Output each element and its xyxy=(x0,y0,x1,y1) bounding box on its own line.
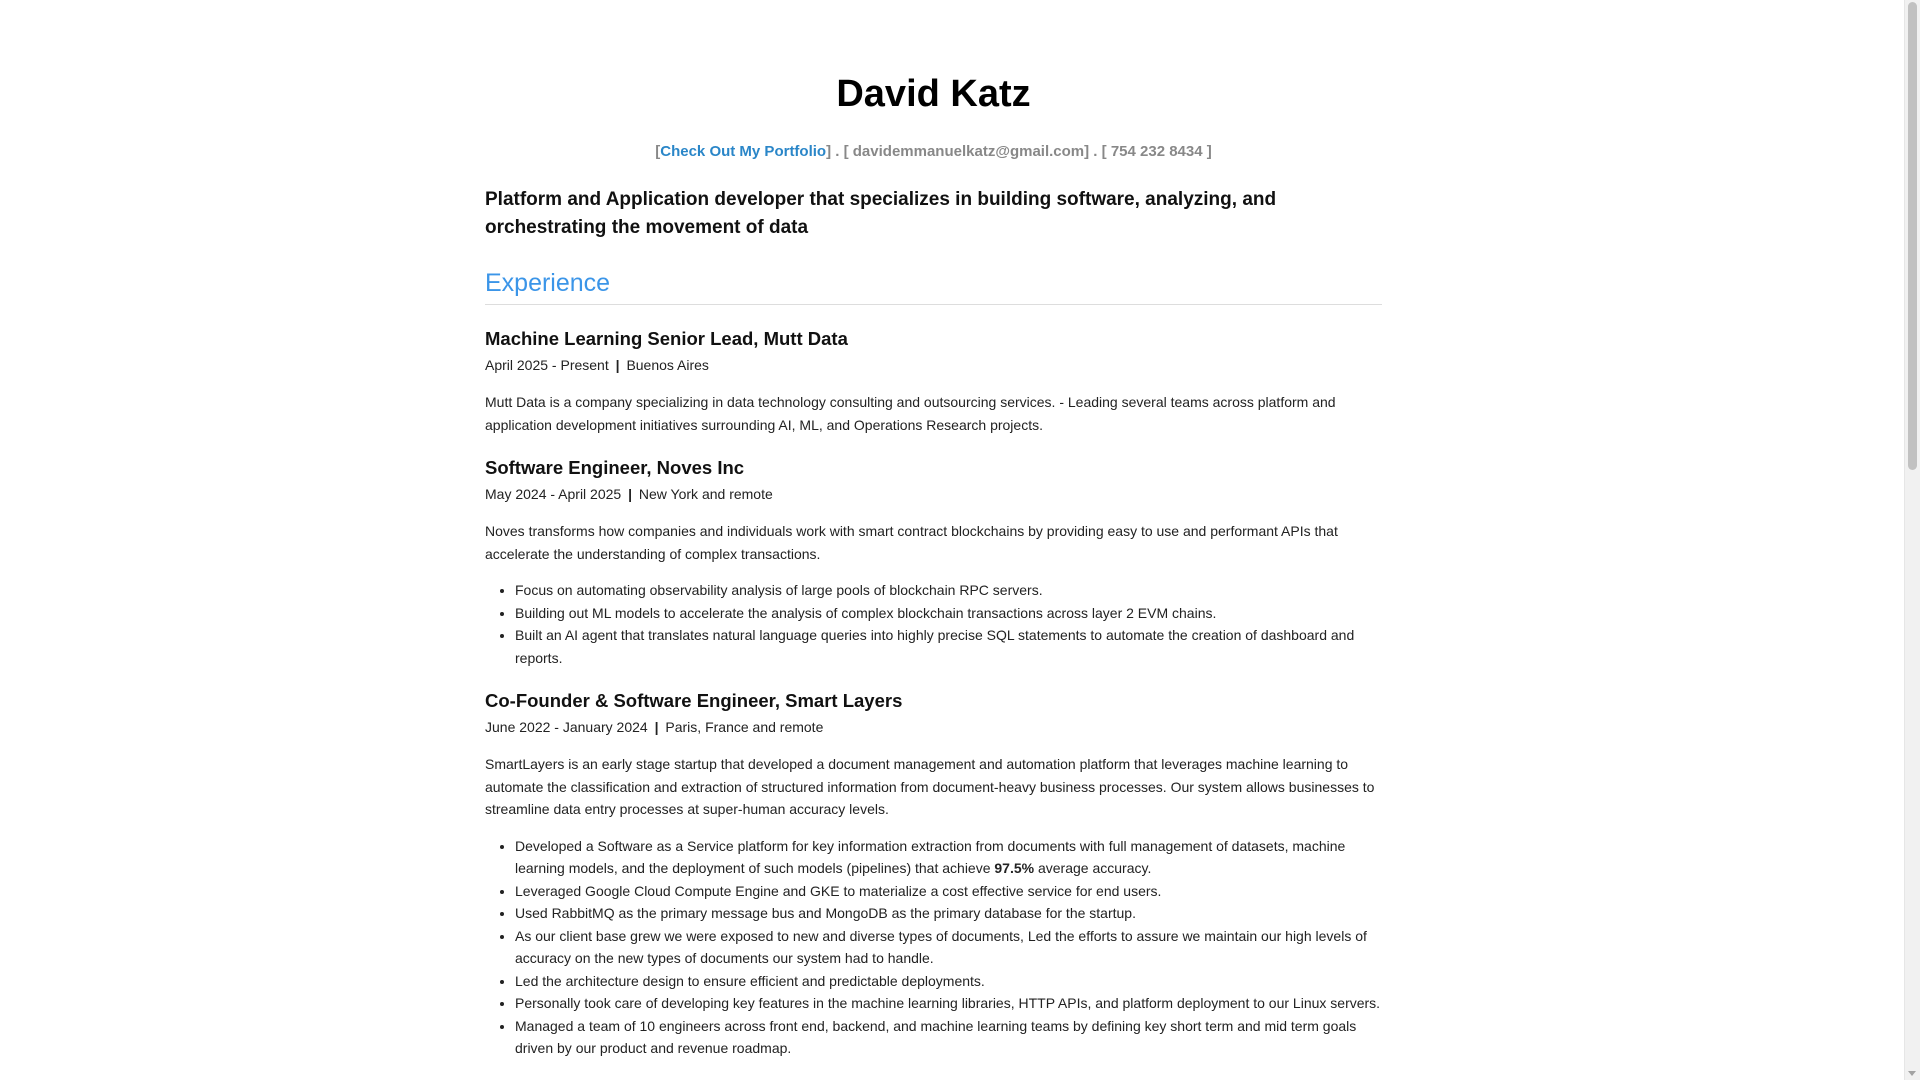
job-title: Software Engineer, Noves Inc xyxy=(485,457,745,478)
job-description: Noves transforms how companies and individuals work with smart contract blockchains by providing easy to use and performant APIs that accelerate the understanding of complex transactions. xyxy=(485,523,1338,562)
list-item: • As our client base grew we were exposed to new and diverse types of documents, Led the efforts to assure we maintain our high levels of accuracy on the new types of documents our system had to handle. xyxy=(515,925,1382,970)
portfolio-link[interactable]: Check Out My Portfolio xyxy=(660,143,827,160)
list-item: • Built an AI agent that translates natural language queries into highly precise SQL statements to automate the creation of dashboard and reports. xyxy=(515,624,1382,669)
job-location: Buenos Aires xyxy=(626,357,709,373)
job-title: Co-Founder & Software Engineer, Smart Layers xyxy=(485,690,903,711)
job-entry xyxy=(485,327,1382,436)
job-bullets xyxy=(485,579,1382,669)
contact-bracket-open: [ xyxy=(655,143,661,160)
list-item xyxy=(515,835,1382,880)
scrollbar-thumb[interactable] xyxy=(1908,2,1917,470)
job-entry xyxy=(485,456,1382,669)
resume-content xyxy=(485,0,1382,1060)
list-item: • Building out ML models to accelerate the analysis of complex blockchain transactions across layer 2 EVM chains. xyxy=(515,602,1382,625)
meta-separator: | xyxy=(615,357,620,373)
job-location: New York and remote xyxy=(638,486,773,502)
email-text: davidemmanuelkatz@gmail.com xyxy=(852,143,1085,160)
job-bullets xyxy=(485,835,1382,1060)
job-meta xyxy=(485,484,1382,504)
contact-line xyxy=(485,143,1382,161)
list-item: • Led the architecture design to ensure efficient and predictable deployments. xyxy=(515,970,1382,993)
job-dates: June 2022 - January 2024 xyxy=(485,719,648,735)
list-item: • Used RabbitMQ as the primary message bus and MongoDB as the primary database for the startup. xyxy=(515,902,1382,925)
tagline: Platform and Application developer that specializes in building software, analyzing, and orchestrating the movement of data xyxy=(485,189,1277,238)
list-item: • Managed a team of 10 engineers across front end, backend, and machine learning teams by defining key short term and mid term goals driven by our product and revenue roadmap. xyxy=(515,1015,1382,1060)
phone-text: 754 232 8434 xyxy=(1110,143,1203,160)
vertical-scrollbar[interactable] xyxy=(1904,0,1920,1080)
page-title: David Katz xyxy=(836,73,1031,115)
scroll-down-arrow-icon[interactable] xyxy=(1908,1071,1916,1076)
job-dates: April 2025 - Present xyxy=(485,357,609,373)
contact-bracket-close: ] xyxy=(1202,143,1212,160)
meta-separator: | xyxy=(628,486,633,502)
job-description: Mutt Data is a company specializing in data technology consulting and outsourcing services. - Leading several teams across platform and application development initiatives surrounding AI, ML, and Operations Research projects. xyxy=(485,394,1336,433)
list-item: • Personally took care of developing key features in the machine learning libraries, HTTP APIs, and platform deployment to our Linux servers. xyxy=(515,992,1382,1015)
job-meta xyxy=(485,717,1382,737)
job-title: Machine Learning Senior Lead, Mutt Data xyxy=(485,328,848,349)
list-item: • Leveraged Google Cloud Compute Engine and GKE to materialize a cost effective service for end users. xyxy=(515,880,1382,903)
list-item: • Focus on automating observability analysis of large pools of blockchain RPC servers. xyxy=(515,579,1382,602)
accuracy-highlight: 97.5% xyxy=(994,860,1035,876)
bullet-text: average accuracy. xyxy=(1034,860,1152,876)
section-title-experience: Experience xyxy=(485,266,1382,305)
meta-separator: | xyxy=(654,719,659,735)
job-description: SmartLayers is an early stage startup that developed a document management and automation platform that leverages machine learning to automate the classification and extraction of structured information from document-heavy business processes. Our system allows businesses to streamline data entry processes at super-human accuracy levels. xyxy=(485,756,1375,817)
job-meta xyxy=(485,355,1382,375)
bullet-text: Developed a Software as a Service platform for key information extraction from documents with full management of datasets, machine learning models, and the deployment of such models (pipelines) that achieve xyxy=(515,837,1346,876)
contact-separator: ] . [ xyxy=(826,143,853,160)
contact-separator: ] . [ xyxy=(1084,143,1111,160)
job-dates: May 2024 - April 2025 xyxy=(485,486,622,502)
job-entry xyxy=(485,689,1382,1060)
job-location: Paris, France and remote xyxy=(665,719,824,735)
